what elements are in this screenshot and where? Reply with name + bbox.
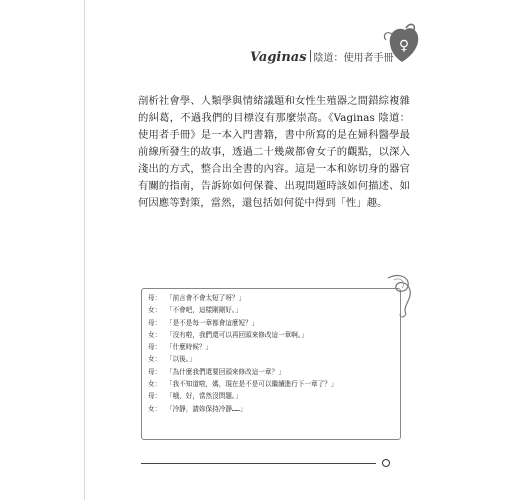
dialog-speaker: 母： (148, 392, 162, 401)
dialog-line (148, 403, 393, 415)
dialog-speaker: 女： (148, 355, 162, 364)
dialog-line (148, 292, 393, 304)
dialog-line (148, 317, 393, 329)
dialog-speaker: 母： (148, 343, 162, 352)
body-paragraph (138, 93, 410, 212)
body-paragraph-text: 剖析社會學、人類學與情緒議題和女性生殖器之間錯綜複雜的糾葛，不過我們的目標沒有那麼崇高。《Vaginas 陰道：使用者手冊》是一本入門書籍，書中所寫的是在婦科醫學最前線所發生的故事，透過二十幾歲都會女子的觀點，以深入淺出的方式，整合出全書的內容。這是一本和妳切身的器官有關的指南，告訴妳如何保養、出現問題時該如何描述、如何因應等對策，當然，還包括如何從中得到「性」趣。 (138, 95, 410, 209)
dialog-text: 「冷靜，請妳保持冷靜……」 (166, 404, 247, 413)
dialog-line (148, 353, 393, 365)
dialog-text: 「為什麼我們還要回頭來修改這一章？」 (166, 367, 285, 376)
dialog-text: 「是不是每一章都會這麼短？」 (166, 318, 259, 327)
dialog-text: 「哦，好，當然沒問題。」 (166, 392, 242, 401)
dialog-text: 「我不知道啦，媽，現在是不是可以繼續進行下一章了？」 (166, 380, 338, 389)
footer-rule (141, 463, 376, 464)
dialog-text: 「前言會不會太短了呀？」 (166, 294, 246, 302)
dialog-line (148, 378, 393, 390)
dialog-speaker: 女： (148, 404, 162, 413)
header-title-latin: Vaginas (250, 50, 307, 65)
dialog-list (148, 292, 393, 415)
venus-emblem-icon (380, 22, 424, 72)
dialog-speaker: 女： (148, 330, 162, 339)
header-separator (310, 50, 311, 62)
footer-circle-icon (382, 459, 390, 467)
dialog-line (148, 341, 393, 353)
dialog-speaker: 母： (148, 294, 162, 302)
header-title-chinese: 陰道：使用者手冊 (313, 53, 394, 64)
dialog-line (148, 390, 393, 402)
dialog-speaker: 女： (148, 380, 162, 389)
header-title (250, 49, 394, 65)
dialog-text: 「以後。」 (166, 355, 196, 364)
dialog-text: 「什麼時候？」 (166, 343, 213, 352)
dialog-line (148, 304, 393, 316)
dialog-speaker: 母： (148, 367, 162, 376)
dialog-speaker: 女： (148, 306, 162, 315)
dialog-line (148, 329, 393, 341)
emblem-glyph: ♀ (398, 38, 410, 54)
dialog-speaker: 母： (148, 318, 162, 327)
dialog-text: 「沒有啦，我們還可以再回頭來修改這一章啊。」 (166, 330, 308, 339)
dialog-text: 「不會吧，這樣剛剛好。」 (166, 306, 242, 315)
dialog-line (148, 366, 393, 378)
